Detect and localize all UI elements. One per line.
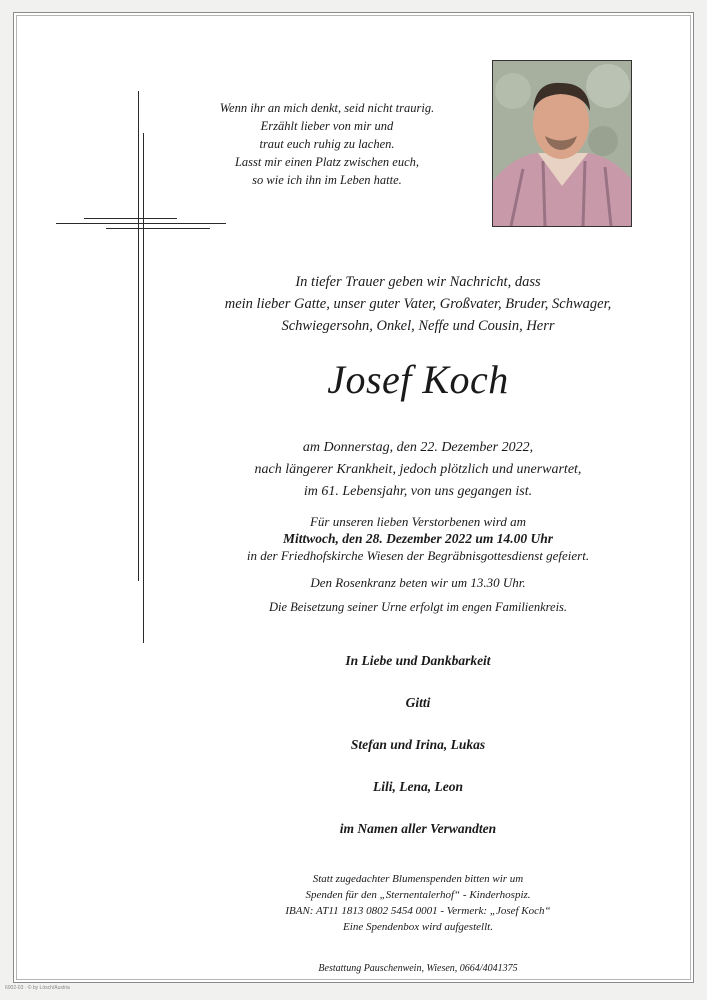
- poem-line: Lasst mir einen Platz zwischen euch,: [234, 155, 419, 169]
- burial-info: Die Beisetzung seiner Urne erfolgt im engen Familienkreis.: [268, 600, 568, 614]
- announcement-line: In tiefer Trauer geben wir Nachricht, dass: [295, 274, 541, 290]
- portrait-photo: [492, 60, 632, 227]
- announcement-line: mein lieber Gatte, unser guter Vater, Großvater, Bruder, Schwager,: [224, 296, 612, 312]
- donation-line: Eine Spendenbox wird aufgestellt.: [343, 921, 493, 933]
- death-line: am Donnerstag, den 22. Dezember 2022,: [302, 440, 534, 455]
- signature-line: Lili, Lena, Leon: [373, 779, 463, 794]
- signature-line: im Namen aller Verwandten: [339, 821, 497, 836]
- funeral-line: Für unseren lieben Verstorbenen wird am: [309, 514, 527, 529]
- print-code: 6002-03 · © by Lösch/Austria: [5, 985, 70, 991]
- poem-line: Erzählt lieber von mir und: [260, 119, 394, 133]
- funeral-info: [197, 513, 639, 564]
- donation-notice: [197, 871, 639, 935]
- donation-line: Spenden für den „Sternentalerhof“ - Kinderhospiz.: [305, 889, 531, 901]
- announcement-line: Schwiegersohn, Onkel, Neffe und Cousin, Herr: [281, 318, 555, 334]
- donation-line: IBAN: AT11 1813 0802 5454 0001 - Vermerk: „Josef Koch“: [285, 905, 551, 917]
- death-line: nach längerer Krankheit, jedoch plötzlich und unerwartet,: [254, 462, 582, 477]
- poem-line: traut euch ruhig zu lachen.: [259, 137, 395, 151]
- signature-line: Gitti: [405, 695, 431, 710]
- rosary-info: Den Rosenkranz beten wir um 13.30 Uhr.: [310, 575, 526, 590]
- parte-sheet: [13, 12, 694, 983]
- signature-line: In Liebe und Dankbarkeit: [345, 653, 491, 668]
- poem: [212, 99, 442, 189]
- funeral-date: Mittwoch, den 28. Dezember 2022 um 14.00 Uhr: [282, 531, 553, 546]
- announcement: [197, 271, 639, 337]
- undertaker-contact: Bestattung Pauschenwein, Wiesen, 0664/4041375: [318, 963, 518, 974]
- signature-line: Stefan und Irina, Lukas: [350, 737, 486, 752]
- death-notice: [197, 437, 639, 503]
- funeral-line: in der Friedhofskirche Wiesen der Begräbnisgottesdienst gefeiert.: [246, 548, 590, 563]
- poem-line: Wenn ihr an mich denkt, seid nicht traurig.: [219, 101, 435, 115]
- donation-line: Statt zugedachter Blumenspenden bitten wir um: [312, 873, 524, 885]
- deceased-name: Josef Koch: [327, 357, 509, 402]
- poem-line: so wie ich ihn im Leben hatte.: [252, 173, 402, 187]
- death-line: im 61. Lebensjahr, von uns gegangen ist.: [303, 484, 533, 499]
